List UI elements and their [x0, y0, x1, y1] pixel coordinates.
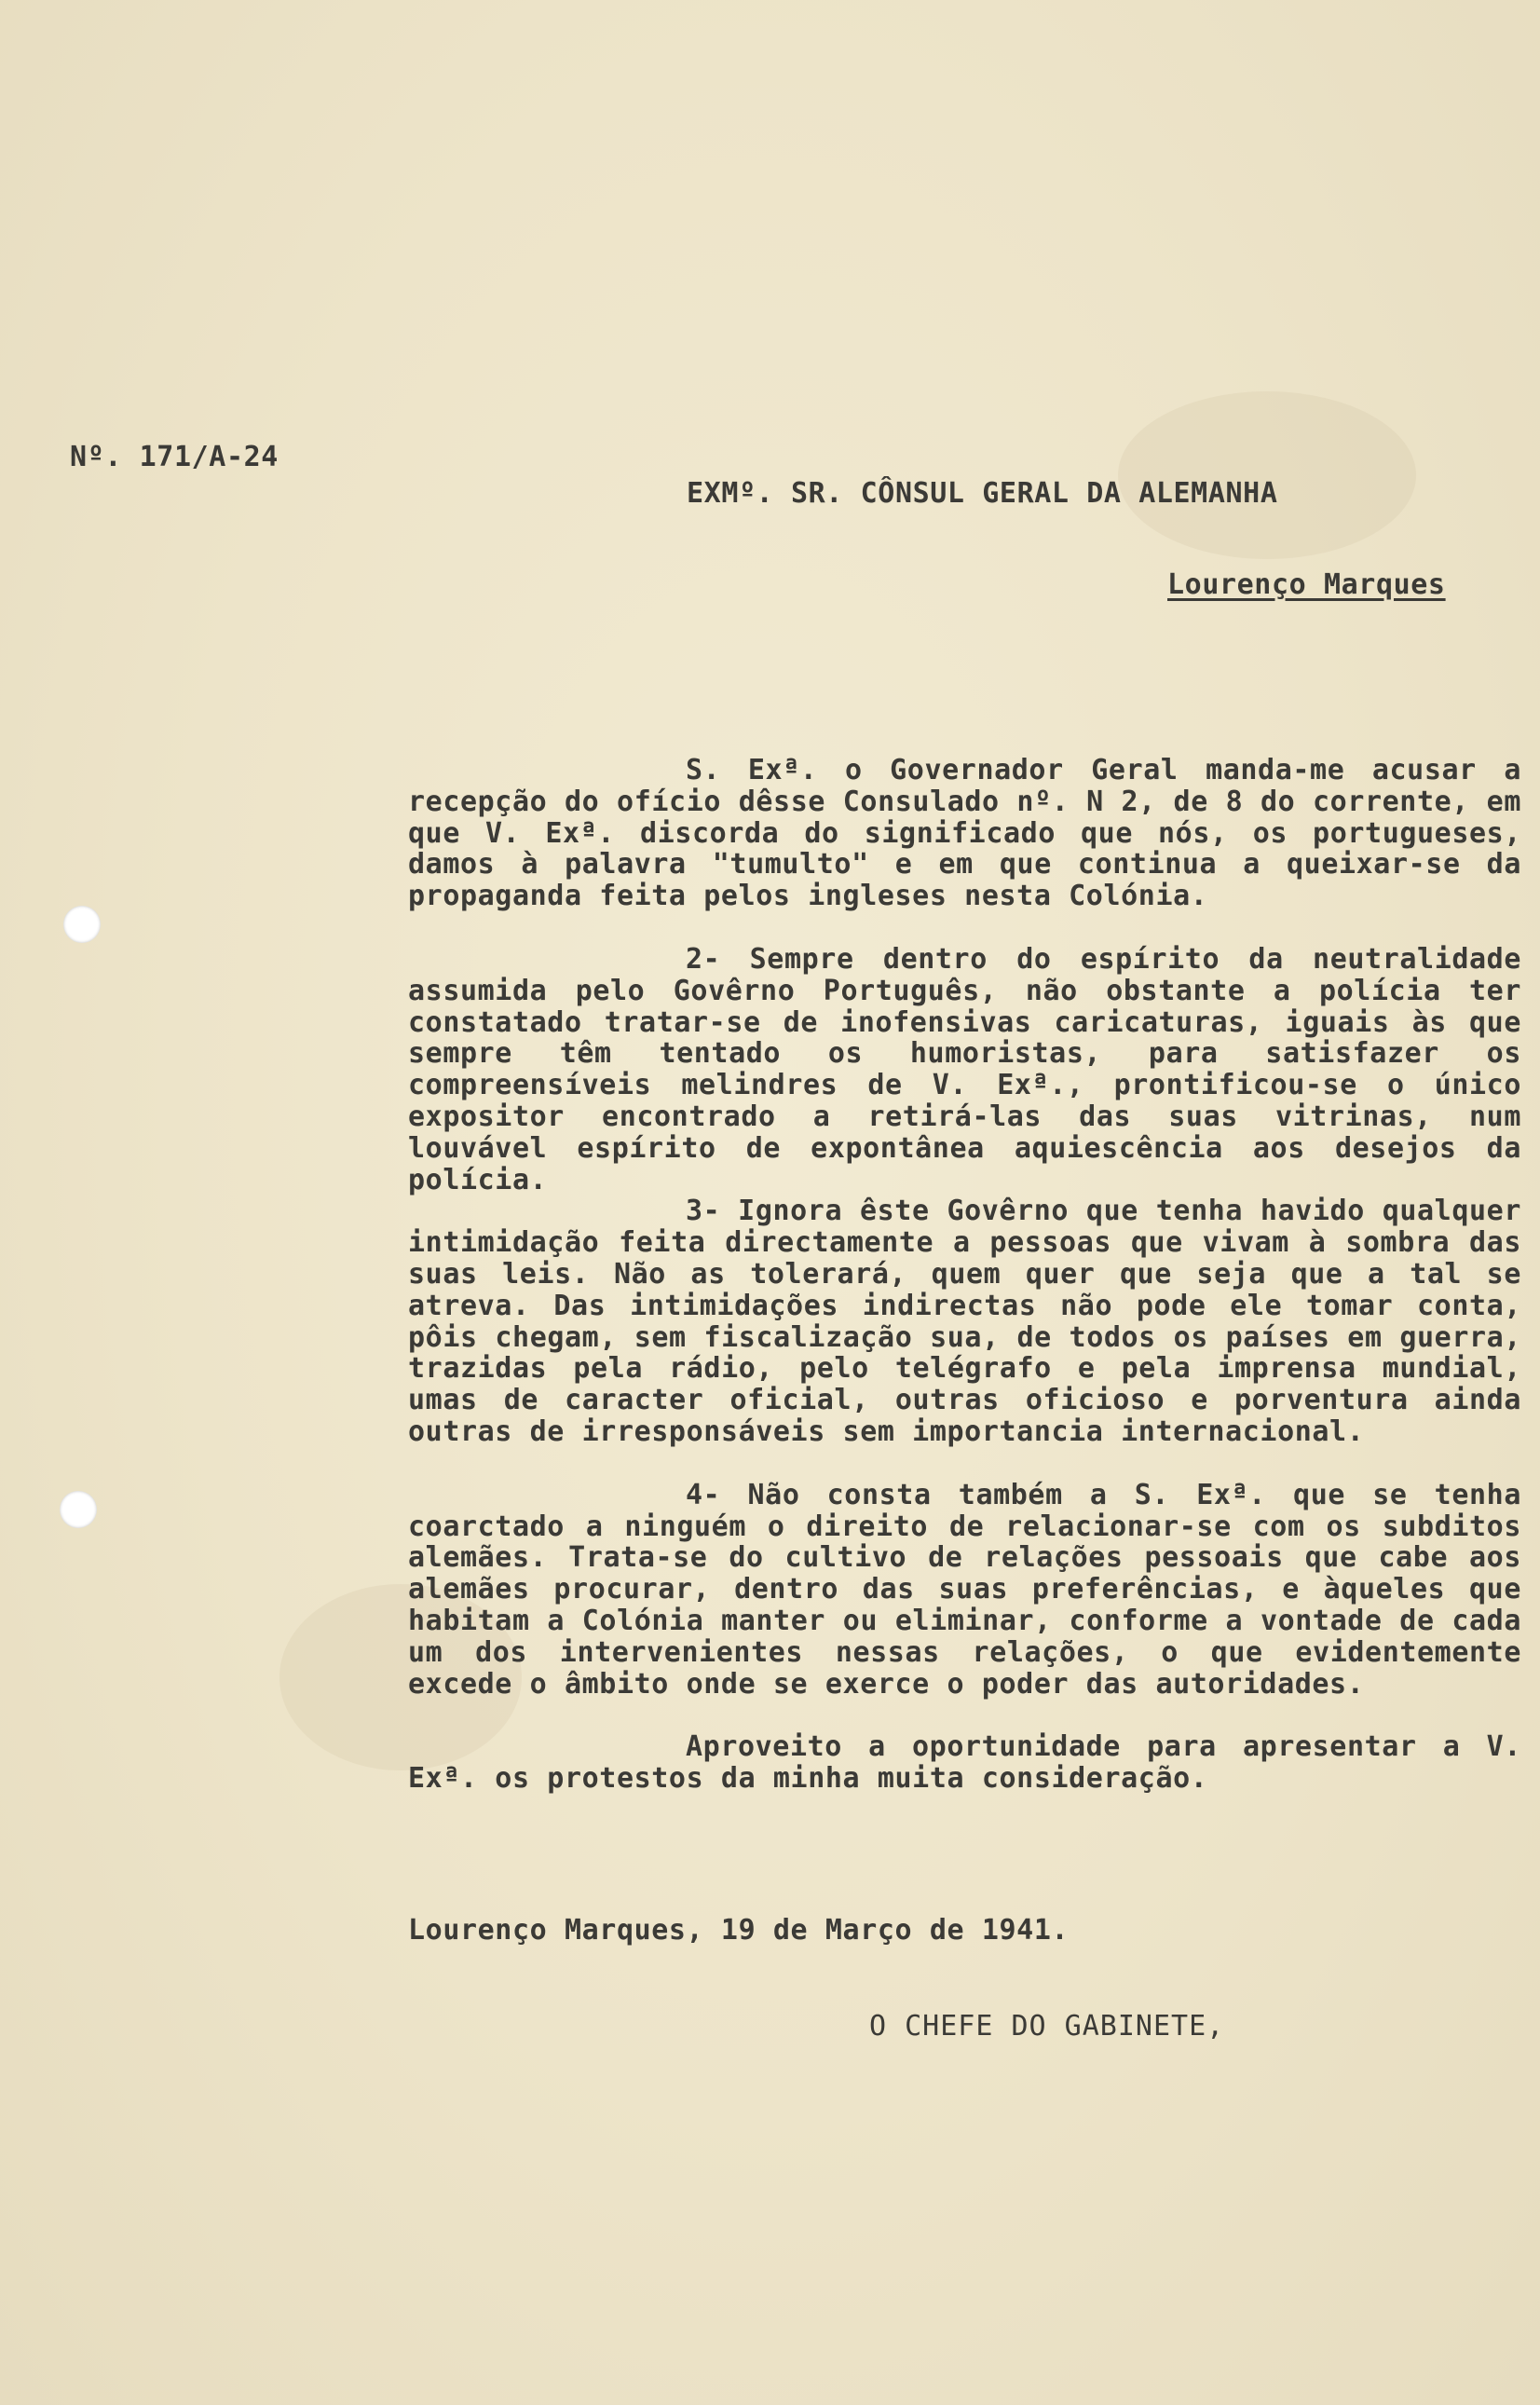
- body-paragraph: S. Exª. o Governador Geral manda-me acusar a recepção do ofício dêsse Consulado nº. N 2, de 8 do corrente, em que V. Exª. discorda do significado que nós, os portugueses, damos à palavra "tumulto" e em que continua a queixar-se da propaganda feita pelos ingleses nesta Colónia.: [408, 754, 1521, 913]
- body-paragraph: 3- Ignora êste Govêrno que tenha havido qualquer intimidação feita directamente a pessoas que vivam à sombra das suas leis. Não as tolerará, quem quer que seja que a tal se atreva. Das intimidações indirectas não pode ele tomar conta, pôis chegam, sem fiscalização sua, de todos os países em guerra, trazidas pela rádio, pelo telégrafo e pela imprensa mundial, umas de caracter oficial, outras oficioso e porventura ainda outras de irresponsáveis sem importancia internacional.: [408, 1195, 1521, 1448]
- punch-hole: [60, 1491, 97, 1528]
- paper-stain: [1118, 391, 1416, 559]
- addressee-city: Lourenço Marques: [1167, 568, 1446, 601]
- punch-hole: [63, 906, 101, 943]
- letter-body: [408, 755, 1521, 1795]
- body-paragraph: 2- Sempre dentro do espírito da neutralidade assumida pelo Govêrno Português, não obstante a polícia ter constatado tratar-se de inofensivas caricaturas, iguais às que sempre têm tentado os humoristas, para satisfazer os compreensíveis melindres de V. Exª., prontificou-se o único expositor encontrado a retirá-las das suas vitrinas, num louvável espírito de expontânea aquiescência aos desejos da polícia.: [408, 942, 1521, 1196]
- closing-paragraph: Aproveito a oportunidade para apresentar a V. Exª. os protestos da minha muita consideração.: [408, 1730, 1521, 1796]
- addressee-line: EXMº. SR. CÔNSUL GERAL DA ALEMANHA: [687, 477, 1278, 510]
- signature-title: O CHEFE DO GABINETE,: [869, 2010, 1225, 2043]
- date-line: Lourenço Marques, 19 de Março de 1941.: [408, 1914, 1070, 1947]
- body-paragraph: 4- Não consta também a S. Exª. que se tenha coarctado a ninguém o direito de relacionar-se com os subditos alemães. Trata-se do cultivo de relações pessoais que cabe aos alemães procurar, dentro das suas preferências, e àqueles que habitam a Colónia manter ou eliminar, conforme a vontade de cada um dos intervenientes nessas relações, o que evidentemente excede o âmbito onde se exerce o poder das autoridades.: [408, 1478, 1521, 1701]
- reference-number: Nº. 171/A-24: [70, 441, 279, 473]
